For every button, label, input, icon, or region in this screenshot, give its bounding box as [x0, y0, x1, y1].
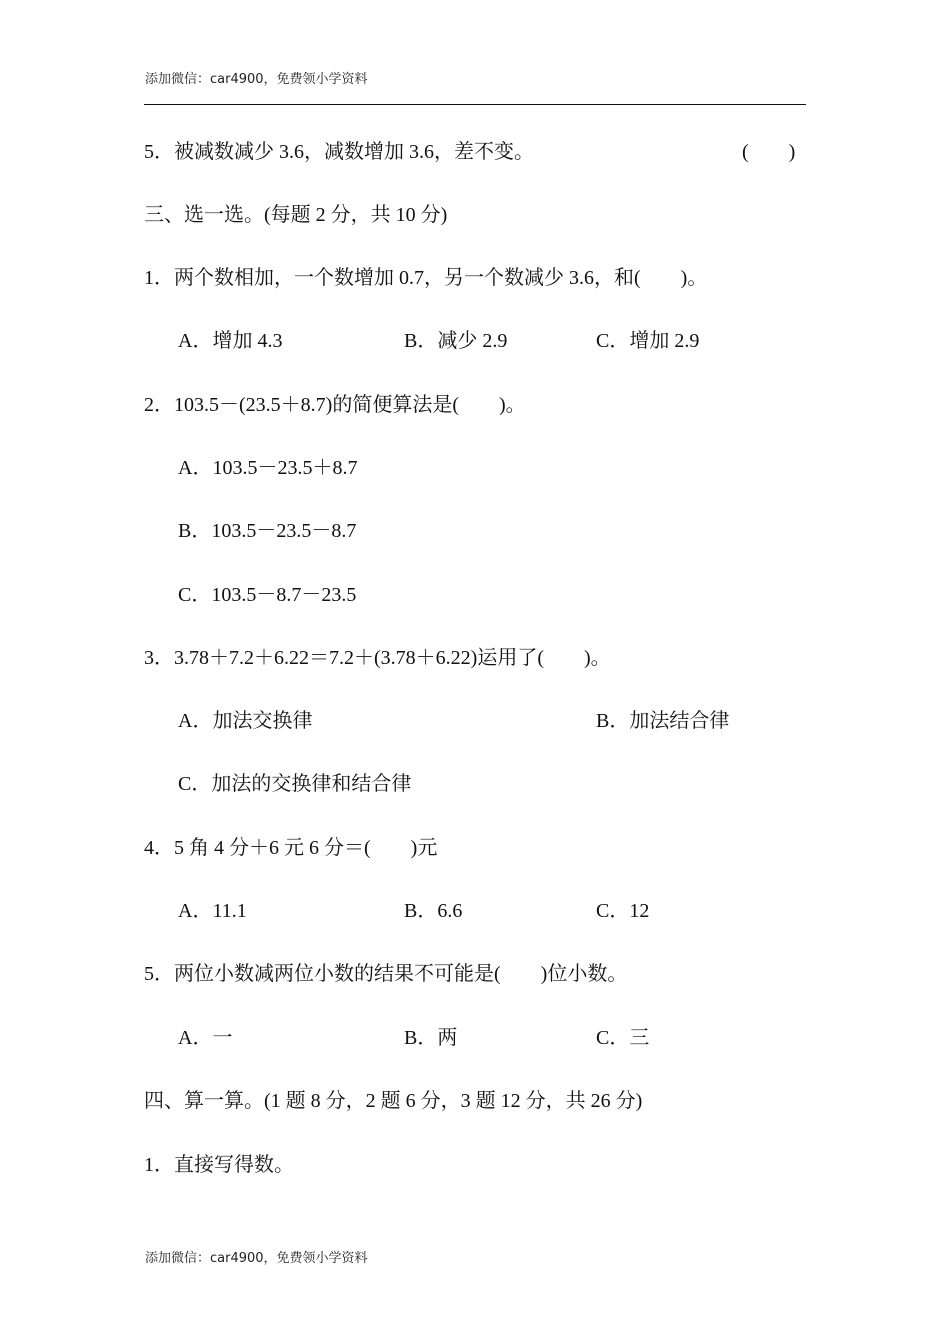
- q2-option-a: A．103.5－23.5＋8.7: [178, 457, 358, 479]
- section-4-title: 四、算一算。(1 题 8 分，2 题 6 分，3 题 12 分，共 26 分): [144, 1090, 643, 1112]
- choice-question-2: 2．103.5－(23.5＋8.7)的简便算法是( )。: [144, 394, 526, 416]
- header-watermark-note: 添加微信：car4900，免费领小学资料: [145, 72, 368, 87]
- q5-option-a: A．一: [178, 1027, 233, 1049]
- calc-question-1: 1．直接写得数。: [144, 1154, 294, 1176]
- judge-question-5: 5．被减数减少 3.6，减数增加 3.6，差不变。: [144, 141, 534, 163]
- q4-option-b: B．6.6: [404, 900, 463, 922]
- choice-question-1: 1．两个数相加，一个数增加 0.7，另一个数减少 3.6，和( )。: [144, 267, 708, 289]
- q5-option-c: C．三: [596, 1027, 650, 1049]
- q4-option-a: A．11.1: [178, 900, 247, 922]
- q1-option-b: B．减少 2.9: [404, 330, 508, 352]
- judge-answer-bracket: ( ): [742, 141, 796, 163]
- header-divider: [144, 104, 806, 105]
- choice-question-4: 4．5 角 4 分＋6 元 6 分＝( )元: [144, 837, 438, 859]
- q5-option-b: B．两: [404, 1027, 458, 1049]
- choice-question-3: 3．3.78＋7.2＋6.22＝7.2＋(3.78＋6.22)运用了( )。: [144, 647, 611, 669]
- q3-option-c: C．加法的交换律和结合律: [178, 773, 412, 795]
- q1-option-a: A．增加 4.3: [178, 330, 283, 352]
- section-3-title: 三、选一选。(每题 2 分，共 10 分): [144, 204, 448, 226]
- q3-option-b: B．加法结合律: [596, 710, 730, 732]
- q1-option-c: C．增加 2.9: [596, 330, 700, 352]
- q3-option-a: A．加法交换律: [178, 710, 313, 732]
- q2-option-b: B．103.5－23.5－8.7: [178, 520, 357, 542]
- q2-option-c: C．103.5－8.7－23.5: [178, 584, 357, 606]
- footer-watermark-note: 添加微信：car4900，免费领小学资料: [145, 1251, 368, 1266]
- choice-question-5: 5．两位小数减两位小数的结果不可能是( )位小数。: [144, 963, 628, 985]
- q4-option-c: C．12: [596, 900, 650, 922]
